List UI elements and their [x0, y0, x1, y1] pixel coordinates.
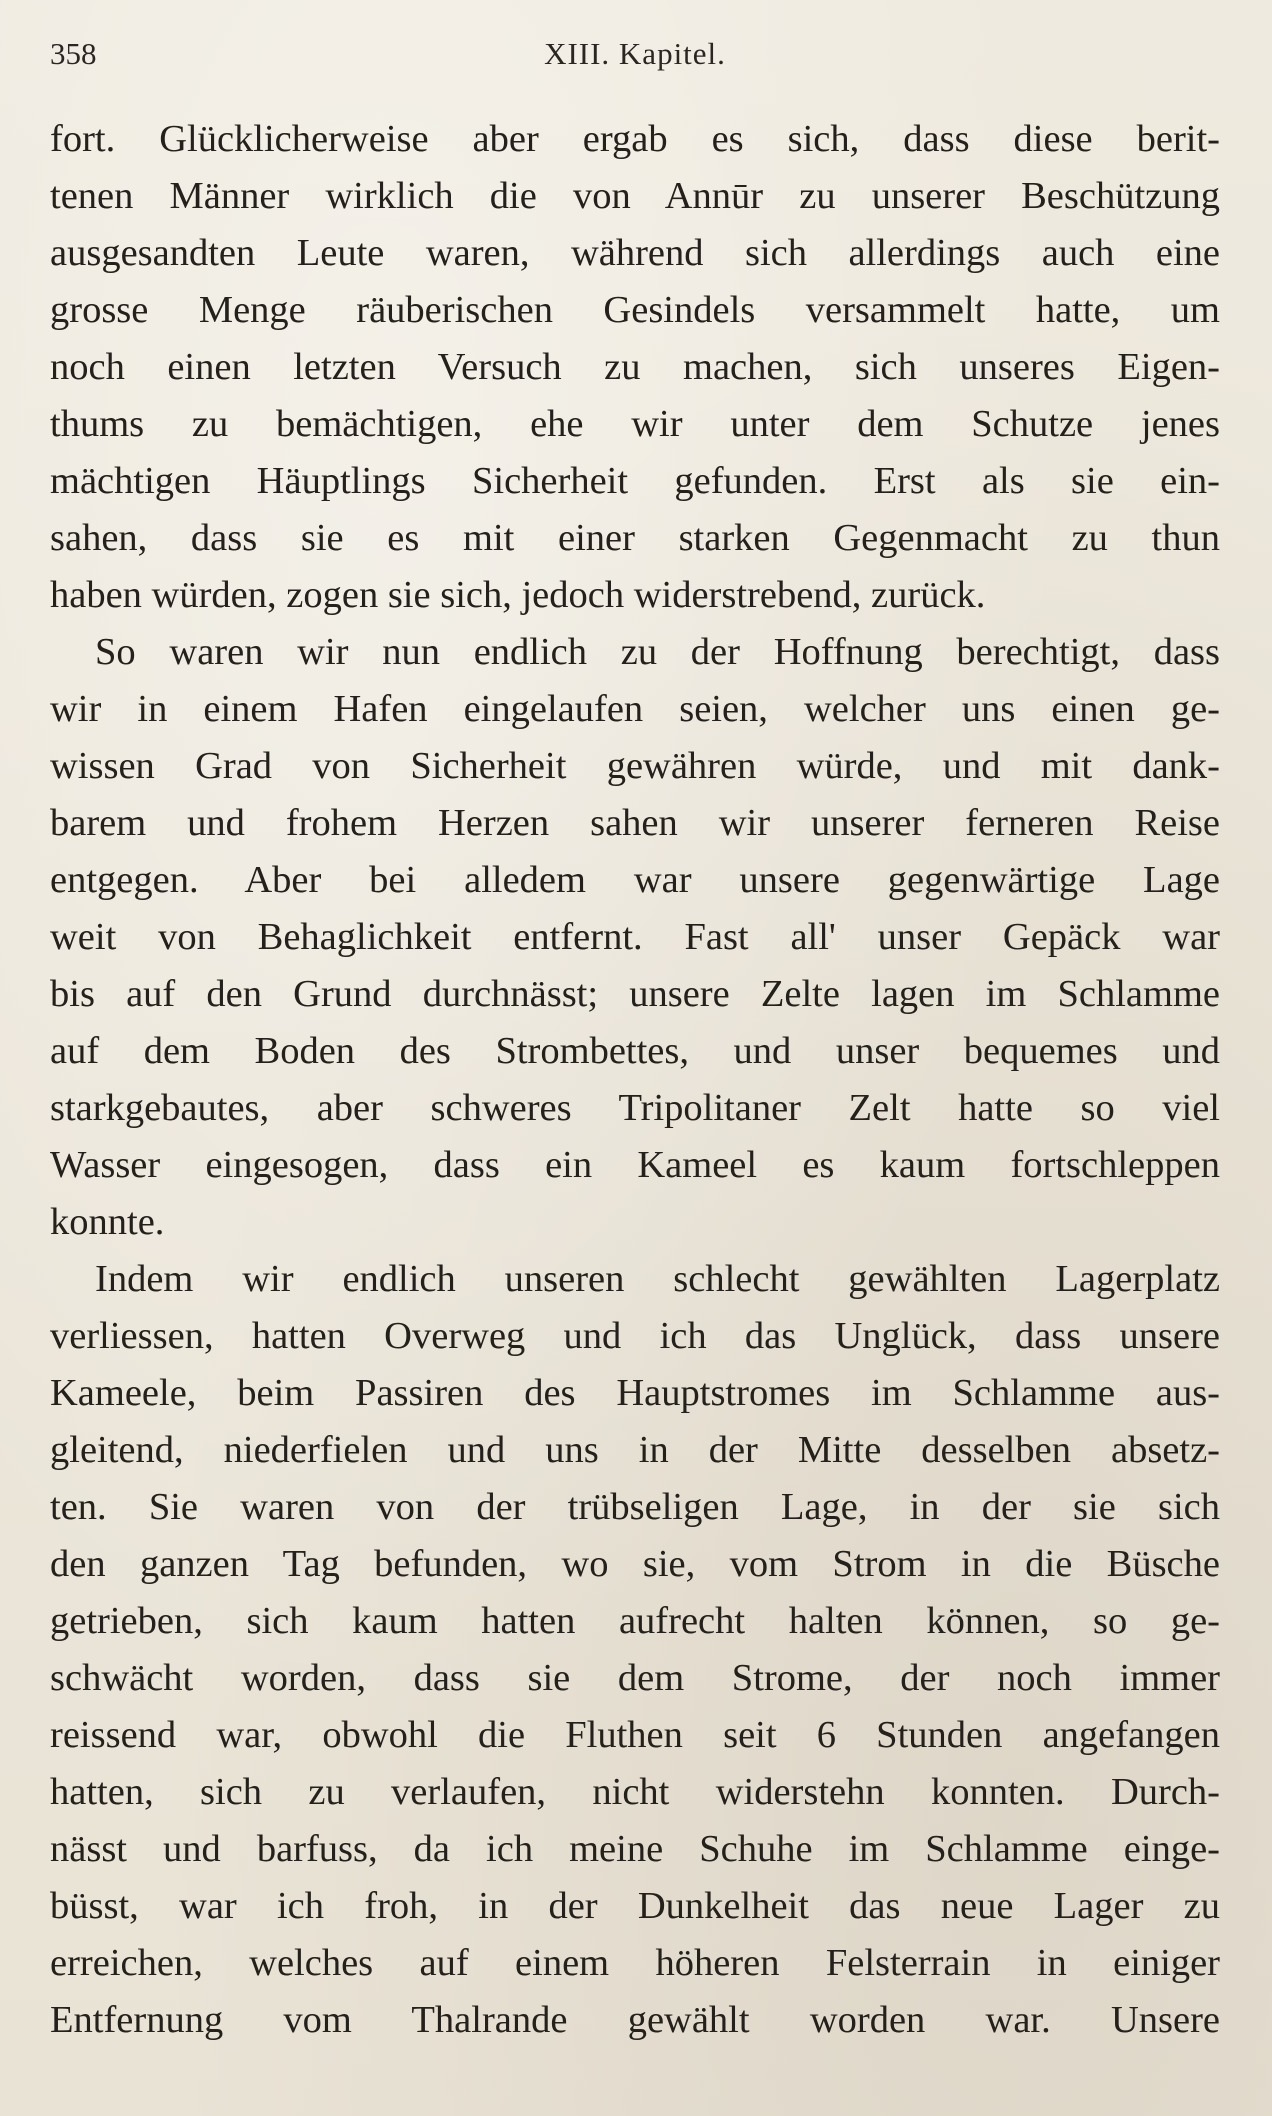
text-line: Kameele, beim Passiren des Hauptstromes im Schlamme aus- [50, 1372, 1220, 1414]
text-line: verliessen, hatten Overweg und ich das Unglück, dass unsere [50, 1315, 1220, 1357]
text-line: mächtigen Häuptlings Sicherheit gefunden. Erst als sie ein- [50, 460, 1220, 502]
text-line: tenen Männer wirklich die von Annūr zu unserer Beschützung [50, 175, 1220, 217]
running-head: XIII. Kapitel. [544, 36, 726, 71]
text-line: hatten, sich zu verlaufen, nicht widerstehn konnten. Durch- [50, 1771, 1220, 1813]
text-line: erreichen, welches auf einem höheren Felsterrain in einiger [50, 1942, 1220, 1984]
text-line: gleitend, niederfielen und uns in der Mitte desselben absetz- [50, 1429, 1220, 1471]
text-line: thums zu bemächtigen, ehe wir unter dem Schutze jenes [50, 403, 1220, 445]
text-line: büsst, war ich froh, in der Dunkelheit das neue Lager zu [50, 1885, 1220, 1927]
text-line: starkgebautes, aber schweres Tripolitaner Zelt hatte so viel [50, 1087, 1220, 1129]
paragraph-first-line: So waren wir nun endlich zu der Hoffnung berechtigt, dass [95, 631, 1220, 673]
text-line: reissend war, obwohl die Fluthen seit 6 Stunden angefangen [50, 1714, 1220, 1756]
text-line: Wasser eingesogen, dass ein Kameel es kaum fortschleppen [50, 1144, 1220, 1186]
text-line: sahen, dass sie es mit einer starken Gegenmacht zu thun [50, 517, 1220, 559]
text-line: entgegen. Aber bei alledem war unsere gegenwärtige Lage [50, 859, 1220, 901]
paragraph-first-line: Indem wir endlich unseren schlecht gewählten Lagerplatz [95, 1258, 1220, 1300]
text-line: barem und frohem Herzen sahen wir unserer ferneren Reise [50, 802, 1220, 844]
text-line: fort. Glücklicherweise aber ergab es sich, dass diese berit- [50, 118, 1220, 160]
body-text [50, 111, 1220, 2049]
text-line: haben würden, zogen sie sich, jedoch widerstrebend, zurück. [50, 574, 986, 616]
text-line: grosse Menge räuberischen Gesindels versammelt hatte, um [50, 289, 1220, 331]
text-line: bis auf den Grund durchnässt; unsere Zelte lagen im Schlamme [50, 973, 1220, 1015]
text-line: auf dem Boden des Strombettes, und unser bequemes und [50, 1030, 1220, 1072]
text-line: nässt und barfuss, da ich meine Schuhe im Schlamme einge- [50, 1828, 1220, 1870]
text-line: getrieben, sich kaum hatten aufrecht halten können, so ge- [50, 1600, 1220, 1642]
text-line: ausgesandten Leute waren, während sich allerdings auch eine [50, 232, 1220, 274]
text-line: ten. Sie waren von der trübseligen Lage, in der sie sich [50, 1486, 1220, 1528]
text-line: wissen Grad von Sicherheit gewähren würde, und mit dank- [50, 745, 1220, 787]
text-line: Entfernung vom Thalrande gewählt worden war. Unsere [50, 1999, 1220, 2041]
page-number: 358 [50, 36, 97, 71]
text-line: den ganzen Tag befunden, wo sie, vom Strom in die Büsche [50, 1543, 1220, 1585]
text-line: weit von Behaglichkeit entfernt. Fast all' unser Gepäck war [50, 916, 1220, 958]
text-line: schwächt worden, dass sie dem Strome, der noch immer [50, 1657, 1220, 1699]
text-line: noch einen letzten Versuch zu machen, sich unseres Eigen- [50, 346, 1220, 388]
page-header [50, 36, 1220, 80]
text-line: wir in einem Hafen eingelaufen seien, welcher uns einen ge- [50, 688, 1220, 730]
text-line: konnte. [50, 1201, 165, 1243]
